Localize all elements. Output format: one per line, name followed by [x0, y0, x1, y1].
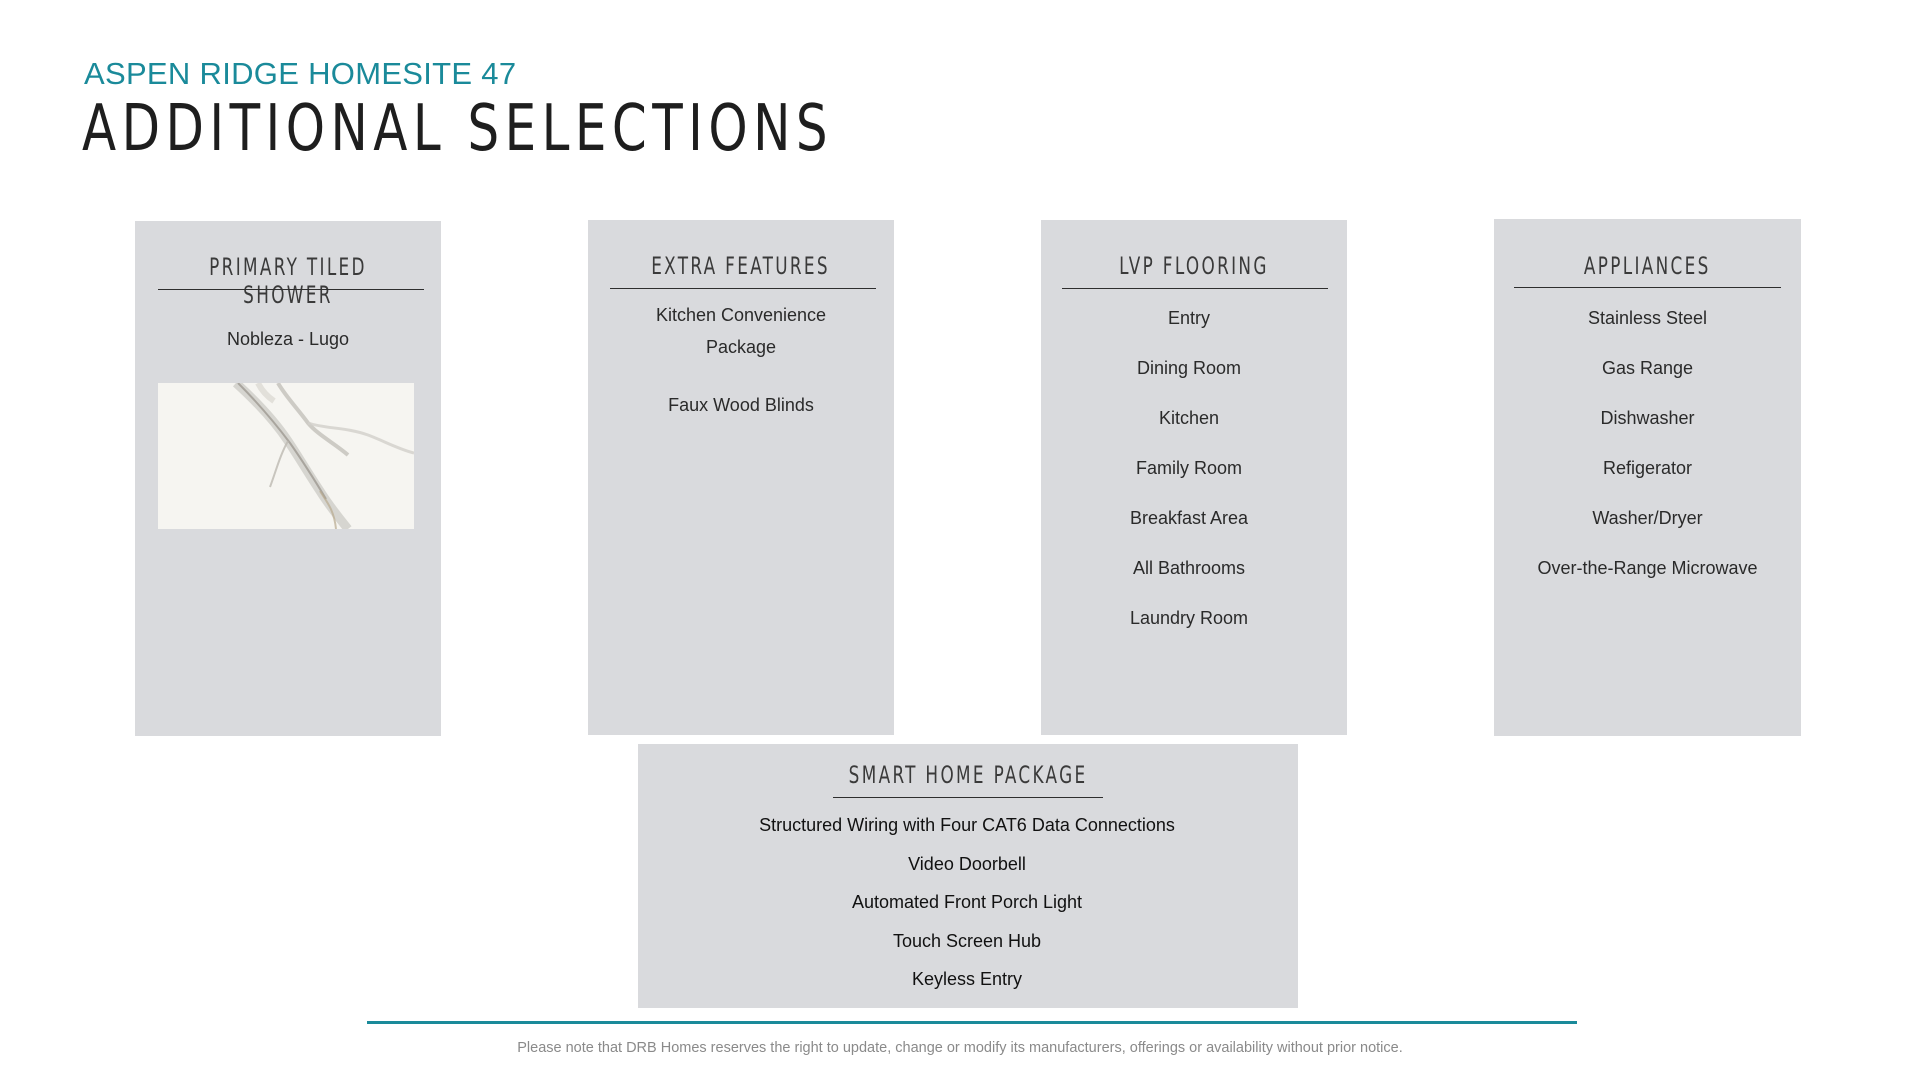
- heading-rule: [1062, 288, 1328, 289]
- list-item: Entry: [1167, 308, 1210, 328]
- footer-divider: [367, 1021, 1577, 1024]
- lvp-items: [1031, 299, 1347, 643]
- list-item: Automated Front Porch Light: [851, 892, 1083, 912]
- list-item: Structured Wiring with Four CAT6 Data Connections: [759, 815, 1175, 835]
- heading-rule: [610, 288, 876, 289]
- heading-rule: [833, 797, 1103, 798]
- card-heading: SMART HOME PACKAGE: [848, 761, 1088, 789]
- card-extra-features: [588, 220, 894, 735]
- list-item: Laundry Room: [1129, 608, 1249, 628]
- extra-items: [588, 299, 894, 417]
- list-item: Over-the-Range Microwave: [1537, 558, 1758, 578]
- list-item: Keyless Entry: [911, 969, 1023, 989]
- list-item: Dining Room: [1136, 358, 1242, 378]
- list-item: Video Doorbell: [908, 853, 1026, 874]
- list-item: Family Room: [1135, 458, 1242, 478]
- marble-texture: [158, 383, 414, 529]
- card-heading: EXTRA FEATURES: [651, 252, 831, 280]
- list-item: Gas Range: [1601, 358, 1694, 378]
- card-lvp-flooring: [1041, 220, 1347, 735]
- page-title: ADDITIONAL SELECTIONS: [82, 92, 834, 166]
- list-item: Faux Wood Blinds: [668, 395, 814, 415]
- card-heading: LVP FLOORING: [1119, 252, 1269, 280]
- list-item: Washer/Dryer: [1592, 508, 1703, 528]
- card-heading: PRIMARY TILED SHOWER: [209, 253, 367, 309]
- list-item: Breakfast Area: [1129, 508, 1249, 528]
- heading-rule: [158, 289, 424, 290]
- shower-items: [135, 327, 441, 351]
- list-item: Kitchen Convenience: [655, 305, 827, 325]
- community-subtitle: ASPEN RIDGE HOMESITE 47: [84, 56, 517, 91]
- list-item: Refigerator: [1602, 458, 1693, 478]
- disclaimer-note: Please note that DRB Homes reserves the right to update, change or modify its manufacturers, offerings or availability without prior notice.: [517, 1040, 1403, 1056]
- card-primary-tiled-shower: [135, 221, 441, 736]
- list-item: All Bathrooms: [1132, 558, 1246, 578]
- tile-swatch-image: [158, 383, 414, 529]
- card-heading: APPLIANCES: [1584, 252, 1711, 280]
- card-smart-home-package: [638, 744, 1298, 1008]
- list-item: Stainless Steel: [1587, 308, 1708, 328]
- card-appliances: [1494, 219, 1801, 736]
- list-item: Kitchen: [1158, 408, 1220, 428]
- smart-items: [636, 806, 1298, 999]
- appliance-items: [1494, 299, 1801, 593]
- list-item: Package: [705, 337, 777, 357]
- list-item: Dishwasher: [1600, 408, 1695, 428]
- list-item: Nobleza - Lugo: [226, 329, 350, 349]
- list-item: Touch Screen Hub: [892, 930, 1042, 951]
- heading-rule: [1514, 287, 1781, 288]
